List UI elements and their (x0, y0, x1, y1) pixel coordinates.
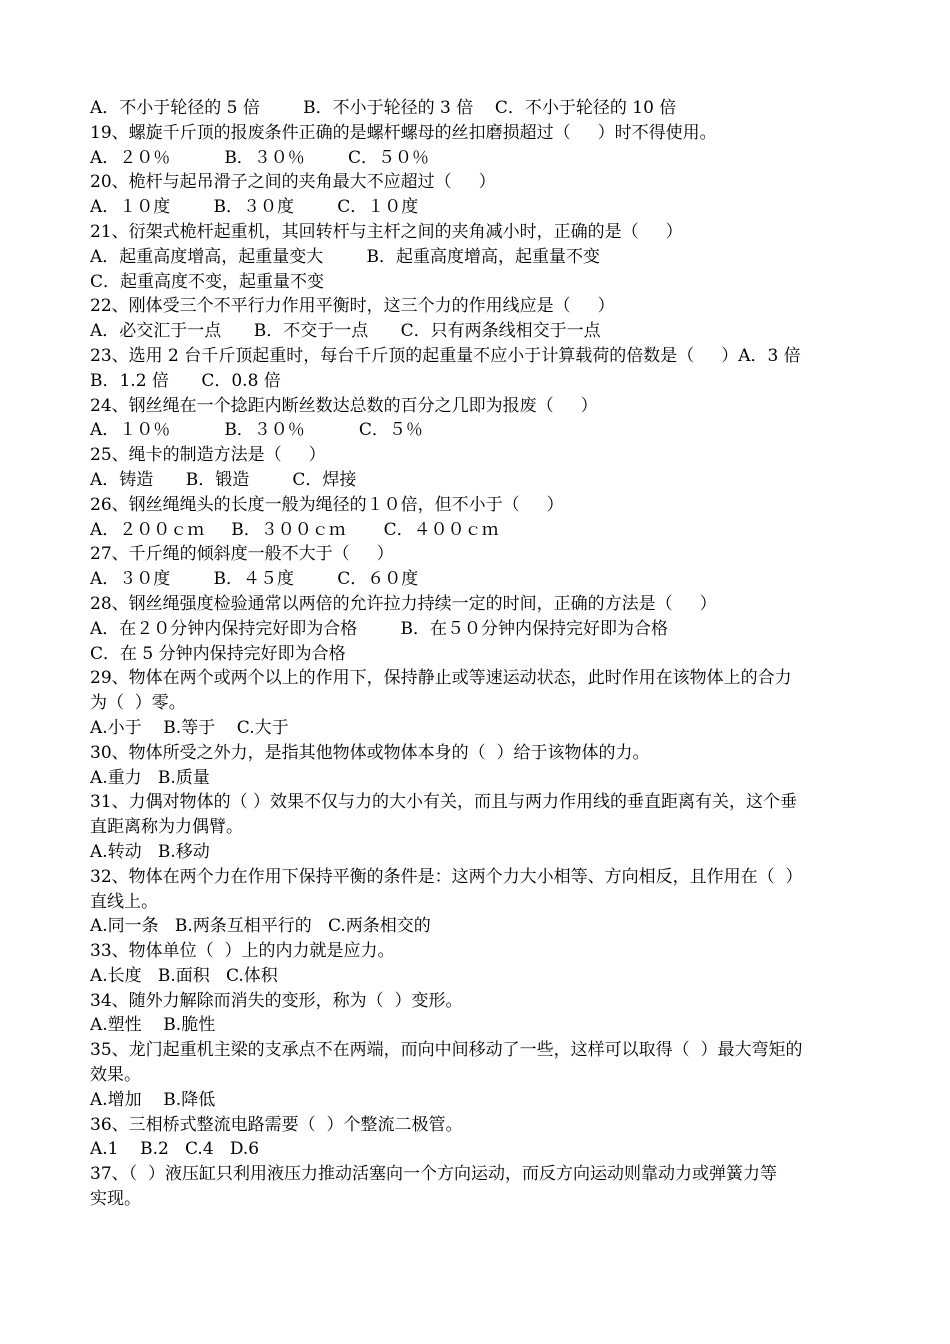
text-line: 29、物体在两个或两个以上的作用下，保持静止或等速运动状态，此时作用在该物体上的合力 (90, 668, 792, 689)
text-line: 33、物体单位（ ）上的内力就是应力。 (90, 941, 395, 962)
text-line: 37、（ ）液压缸只利用液压力推动活塞向一个方向运动，而反方向运动则靠动力或弹簧力等 (90, 1164, 777, 1185)
text-line: C．在 5 分钟内保持完好即为合格 (90, 643, 346, 664)
text-line: 21、衍架式桅杆起重机，其回转杆与主杆之间的夹角减小时，正确的是（ ） (90, 221, 683, 242)
text-line: A.重力 B.质量 (90, 767, 210, 788)
text-line: 27、千斤绳的倾斜度一般不大于（ ） (90, 544, 394, 565)
text-line: A．１０％ B．３０％ C．５％ (90, 420, 423, 441)
text-line: 25、绳卡的制造方法是（ ） (90, 445, 326, 466)
text-line: 实现。 (90, 1189, 141, 1210)
text-line: A．１０度 B．３０度 C．１０度 (90, 197, 419, 218)
text-line: 34、随外力解除而消失的变形，称为（ ）变形。 (90, 990, 463, 1011)
text-line: 30、物体所受之外力，是指其他物体或物体本身的（ ）给于该物体的力。 (90, 742, 650, 763)
text-line: A．铸造 B．锻造 C．焊接 (90, 469, 357, 490)
text-line: 直距离称为力偶臂。 (90, 817, 243, 838)
text-line: 20、桅杆与起吊滑子之间的夹角最大不应超过（ ） (90, 172, 496, 193)
text-line: A．在２０分钟内保持完好即为合格 B．在５０分钟内保持完好即为合格 (90, 618, 668, 639)
text-line: 效果。 (90, 1065, 141, 1086)
text-line: 22、刚体受三个不平行力作用平衡时，这三个力的作用线应是（ ） (90, 296, 615, 317)
text-line: A.长度 B.面积 C.体积 (90, 965, 278, 986)
text-line: A.增加 B.降低 (90, 1089, 216, 1110)
text-line: A.塑性 B.脆性 (90, 1015, 216, 1036)
text-line: A．起重高度增高，起重量变大 B．起重高度增高，起重量不变 (90, 246, 600, 267)
text-line: 为（ ）零。 (90, 693, 186, 714)
text-line: 31、力偶对物体的（ ）效果不仅与力的大小有关，而且与两力作用线的垂直距离有关，这个垂 (90, 792, 798, 813)
text-line: 24、钢丝绳在一个捻距内断丝数达总数的百分之几即为报废（ ） (90, 395, 598, 416)
text-line: 36、三相桥式整流电路需要（ ）个整流二极管。 (90, 1114, 463, 1135)
text-line: A．２００ｃｍ B．３００ｃｍ C．４００ｃｍ (90, 519, 499, 540)
text-line: 32、物体在两个力在作用下保持平衡的条件是：这两个力大小相等、方向相反，且作用在（ ） (90, 866, 803, 887)
text-line: C．起重高度不变，起重量不变 (90, 271, 325, 292)
text-line: 23、选用 2 台千斤顶起重时，每台千斤顶的起重量不应小于计算载荷的倍数是（ ）A．3 倍 (90, 345, 801, 366)
text-line: 35、龙门起重机主梁的支承点不在两端，而向中间移动了一些，这样可以取得（ ）最大弯矩的 (90, 1040, 803, 1061)
text-line: 19、螺旋千斤顶的报废条件正确的是螺杆螺母的丝扣磨损超过（ ）时不得使用。 (90, 122, 717, 143)
text-line: A.1 B.2 C.4 D.6 (90, 1139, 260, 1160)
text-line: A．２０％ B．３０％ C．５０％ (90, 147, 430, 168)
text-line: A.同一条 B.两条互相平行的 C.两条相交的 (90, 916, 431, 937)
text-line: A．３０度 B．４５度 C．６０度 (90, 569, 419, 590)
text-line: 直线上。 (90, 891, 158, 912)
text-line: A．不小于轮径的 5 倍 B．不小于轮径的 3 倍 C．不小于轮径的 10 倍 (90, 98, 677, 118)
text-line: A.小于 B.等于 C.大于 (90, 717, 289, 738)
text-line: B．1.2 倍 C．0.8 倍 (90, 370, 281, 391)
text-line: A．必交汇于一点 B．不交于一点 C．只有两条线相交于一点 (90, 321, 601, 342)
exam-questions (90, 96, 862, 1212)
text-line: 28、钢丝绳强度检验通常以两倍的允许拉力持续一定的时间，正确的方法是（ ） (90, 593, 717, 614)
text-line: A.转动 B.移动 (90, 841, 210, 862)
text-line: 26、钢丝绳绳头的长度一般为绳径的１０倍，但不小于（ ） (90, 494, 564, 515)
